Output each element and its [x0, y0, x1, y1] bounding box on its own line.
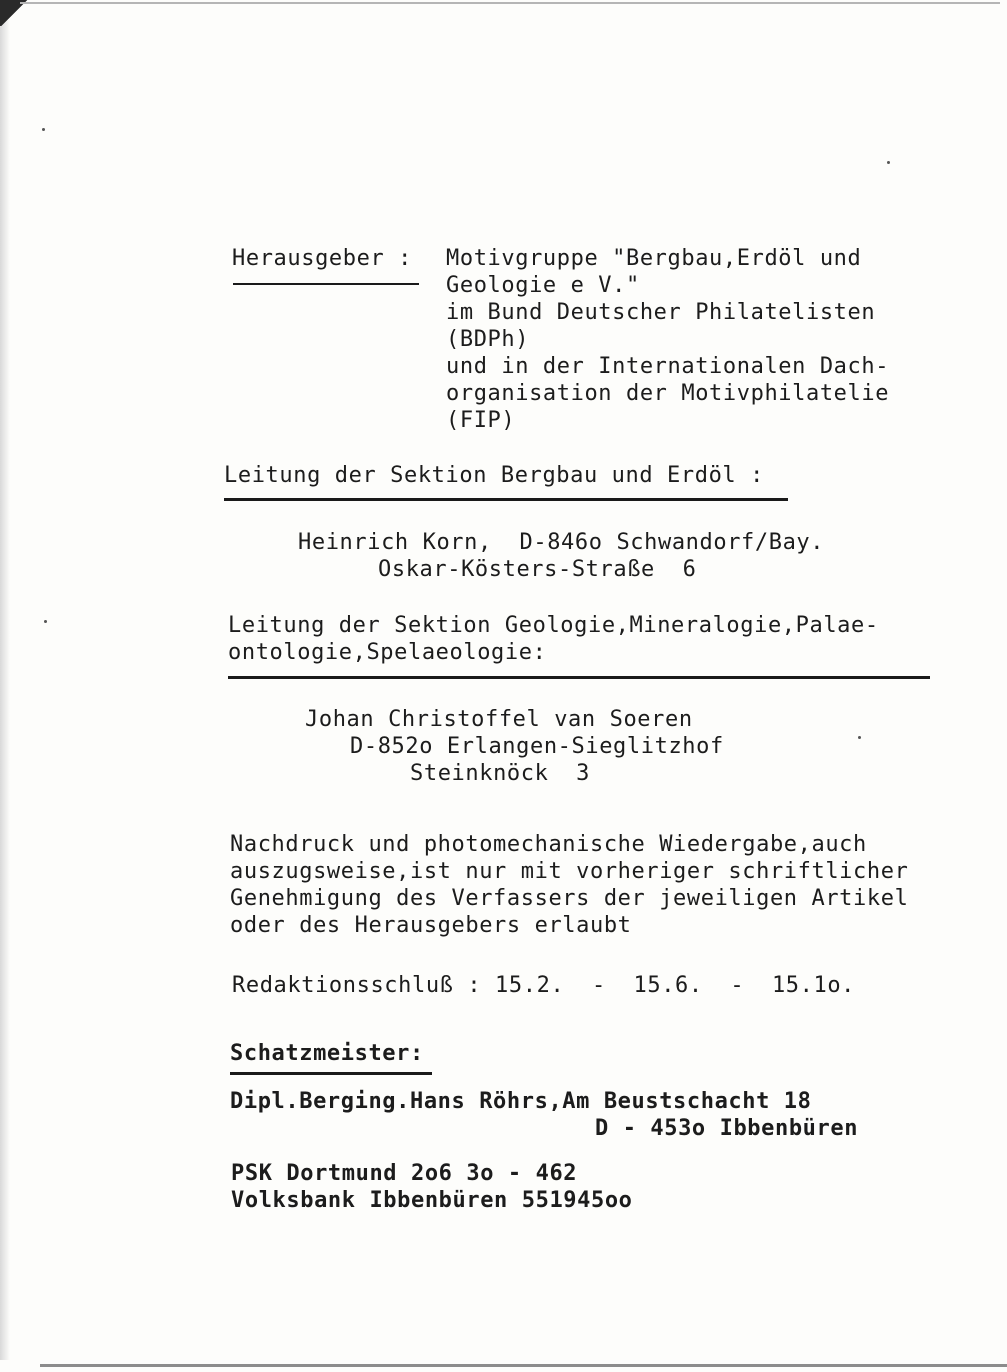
publisher-line: (FIP): [446, 408, 516, 433]
treasurer-underline: [230, 1072, 432, 1075]
section-geology-address-line: D-852o Erlangen-Sieglitzhof: [350, 734, 724, 759]
treasurer-heading: Schatzmeister:: [230, 1041, 424, 1066]
section-geology-address-line: Johan Christoffel van Soeren: [305, 707, 693, 732]
scan-speck: [44, 620, 47, 623]
bank-account-line: Volksbank Ibbenbüren 551945oo: [231, 1188, 633, 1213]
section-mining-address-line: Heinrich Korn, D-846o Schwandorf/Bay.: [298, 530, 825, 555]
editorial-deadline: Redaktionsschluß : 15.2. - 15.6. - 15.1o.: [232, 973, 856, 998]
publisher-label-underline: [233, 283, 419, 285]
publisher-line: und in der Internationalen Dach-: [446, 354, 890, 379]
publisher-line: (BDPh): [446, 327, 530, 352]
treasurer-address-line: D - 453o Ibbenbüren: [595, 1116, 859, 1141]
publisher-label: Herausgeber :: [232, 246, 412, 271]
treasurer-address-line: Dipl.Berging.Hans Röhrs,Am Beustschacht 18: [230, 1089, 812, 1114]
section-geology-address-line: Steinknöck 3: [410, 761, 590, 786]
reprint-notice-line: auszugsweise,ist nur mit vorheriger schriftlicher: [230, 859, 909, 884]
section-geology-heading: ontologie,Spelaeologie:: [228, 640, 547, 665]
page-bottom-edge: [40, 1364, 1007, 1367]
publisher-line: Motivgruppe "Bergbau,Erdöl und: [446, 246, 862, 271]
section-mining-heading: Leitung der Sektion Bergbau und Erdöl :: [224, 463, 764, 488]
section-mining-underline: [224, 498, 788, 501]
reprint-notice-line: Genehmigung des Verfassers der jeweiligen Artikel: [230, 886, 909, 911]
scan-speck: [42, 128, 45, 131]
publisher-line: Geologie e V.": [446, 273, 640, 298]
scan-speck: [887, 161, 890, 164]
page-top-edge: [20, 2, 1000, 4]
section-geology-underline: [228, 676, 930, 679]
section-geology-heading: Leitung der Sektion Geologie,Mineralogie,Palae-: [228, 613, 879, 638]
reprint-notice-line: oder des Herausgebers erlaubt: [230, 913, 632, 938]
reprint-notice-line: Nachdruck und photomechanische Wiedergabe,auch: [230, 832, 867, 857]
publisher-line: organisation der Motivphilatelie: [446, 381, 890, 406]
bank-account-line: PSK Dortmund 2o6 3o - 462: [231, 1161, 578, 1186]
scan-speck: [858, 736, 861, 739]
section-mining-address-line: Oskar-Kösters-Straße 6: [378, 557, 697, 582]
page-left-shadow: [0, 20, 10, 1360]
publisher-line: im Bund Deutscher Philatelisten: [446, 300, 876, 325]
